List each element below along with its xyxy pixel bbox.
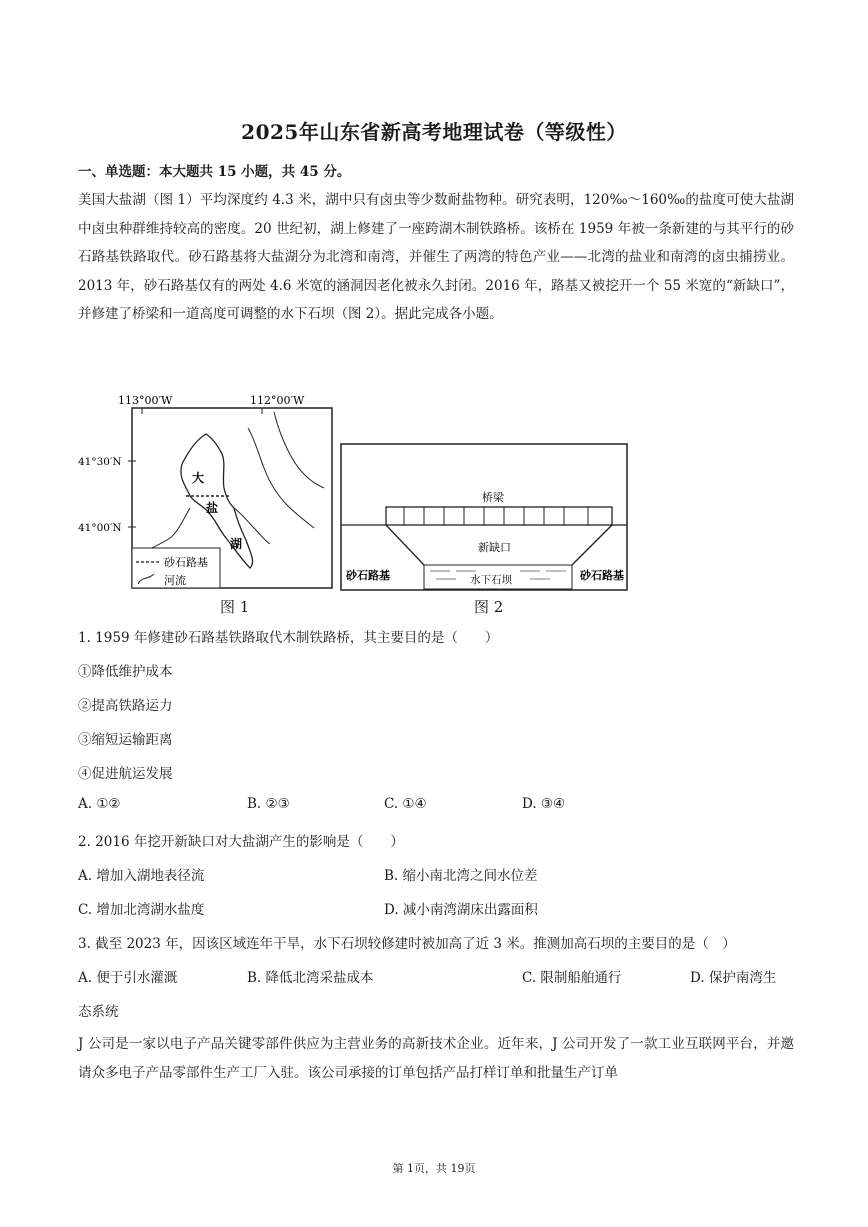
q1-item-1: ①降低维护成本 bbox=[78, 664, 173, 680]
lat-bottom-label: 41°00′N bbox=[78, 522, 122, 534]
q3-option-a[interactable]: A. 便于引水灌溉 bbox=[78, 970, 178, 986]
lat-top-label: 41°30′N bbox=[78, 456, 122, 468]
q1-option-d[interactable]: D. ③④ bbox=[522, 796, 566, 812]
page-footer: 第 1页，共 19页 bbox=[392, 1162, 476, 1175]
q1-item-3: ③缩短运输距离 bbox=[78, 732, 173, 748]
q3-stem: 3. 截至 2023 年，因该区域连年干旱，水下石坝较修建时被加高了近 3 米。推测加高石坝的主要目的是（ ） bbox=[78, 936, 736, 952]
gap-label: 新缺口 bbox=[478, 541, 511, 554]
q1-stem: 1. 1959 年修建砂石路基铁路取代木制铁路桥，其主要目的是（ ） bbox=[78, 630, 499, 646]
road-left-label: 砂石路基 bbox=[346, 569, 390, 582]
lon-left-label: 113°00′W bbox=[118, 394, 173, 407]
bridge-label: 桥梁 bbox=[482, 491, 504, 504]
lake-char-1: 大 bbox=[192, 471, 205, 485]
figure-2-caption: 图 2 bbox=[474, 598, 504, 616]
q2-option-a[interactable]: A. 增加入湖地表径流 bbox=[78, 868, 205, 884]
figure-2-section bbox=[340, 443, 630, 593]
q3-option-b[interactable]: B. 降低北湾采盐成本 bbox=[247, 970, 374, 986]
section-heading: 一、单选题：本大题共 15 小题，共 45 分。 bbox=[78, 164, 351, 180]
q3-option-d-wrap: 态系统 bbox=[78, 1004, 119, 1020]
bridge-deck bbox=[386, 507, 612, 525]
intro-passage: 美国大盐湖（图 1）平均深度约 4.3 米，湖中只有卤虫等少数耐盐物种。研究表明，120‰～160‰的盐度可使大盐湖中卤虫种群维持较高的密度。20 世纪初，湖上修建了一座跨湖木制铁路桥。该桥在 1959 年被一条新建的与其平行的砂石路基铁路取代。砂石路基将大盐湖分为北湾和南湾，并催生了两湾的特色产业——北湾的盐业和南湾的卤虫捕捞业。2013 年，砂石路基仅有的两处 4.6 米宽的涵洞因老化被永久封闭。2016 年，路基又被挖开一个 55 米宽的“新缺口”，并修建了桥梁和一道高度可调整的水下石坝（图 2）。据此完成各小题。 bbox=[78, 192, 794, 323]
figure-1-caption: 图 1 bbox=[220, 598, 250, 616]
lon-right-label: 112°00′W bbox=[250, 394, 305, 407]
q1-item-2: ②提高铁路运力 bbox=[78, 698, 173, 714]
q1-option-c[interactable]: C. ①④ bbox=[384, 796, 427, 812]
gap-left-slope bbox=[386, 525, 424, 565]
q3-option-c[interactable]: C. 限制船舶通行 bbox=[522, 970, 622, 986]
gap-right-slope bbox=[572, 525, 612, 565]
figure-1-map bbox=[78, 388, 338, 598]
q1-option-a[interactable]: A. ①② bbox=[78, 796, 121, 812]
legend-road-label: 砂石路基 bbox=[164, 556, 208, 569]
dam-label: 水下石坝 bbox=[470, 574, 512, 586]
q2-stem: 2. 2016 年挖开新缺口对大盐湖产生的影响是（ ） bbox=[78, 834, 404, 850]
lake-char-2: 盐 bbox=[206, 501, 219, 515]
q2-option-d[interactable]: D. 减小南湾湖床出露面积 bbox=[384, 902, 538, 918]
q2-option-b[interactable]: B. 缩小南北湾之间水位差 bbox=[384, 868, 538, 884]
q3-option-d[interactable]: D. 保护南湾生 bbox=[690, 970, 777, 986]
q1-item-4: ④促进航运发展 bbox=[78, 766, 173, 782]
next-passage: J 公司是一家以电子产品关键零部件供应为主营业务的高新技术企业。近年来，J 公司开发了一款工业互联网平台，并邀请众多电子产品零部件生产工厂入驻。该公司承接的订单包括产品打样订单和批量生产订单 bbox=[78, 1036, 794, 1081]
legend-river-label: 河流 bbox=[164, 574, 186, 587]
lake-char-3: 湖 bbox=[230, 537, 243, 551]
exam-title: 2025年山东省新高考地理试卷（等级性） bbox=[241, 120, 627, 144]
road-right-label: 砂石路基 bbox=[580, 569, 624, 582]
q2-option-c[interactable]: C. 增加北湾湖水盐度 bbox=[78, 902, 205, 918]
q1-option-b[interactable]: B. ②③ bbox=[247, 796, 290, 812]
